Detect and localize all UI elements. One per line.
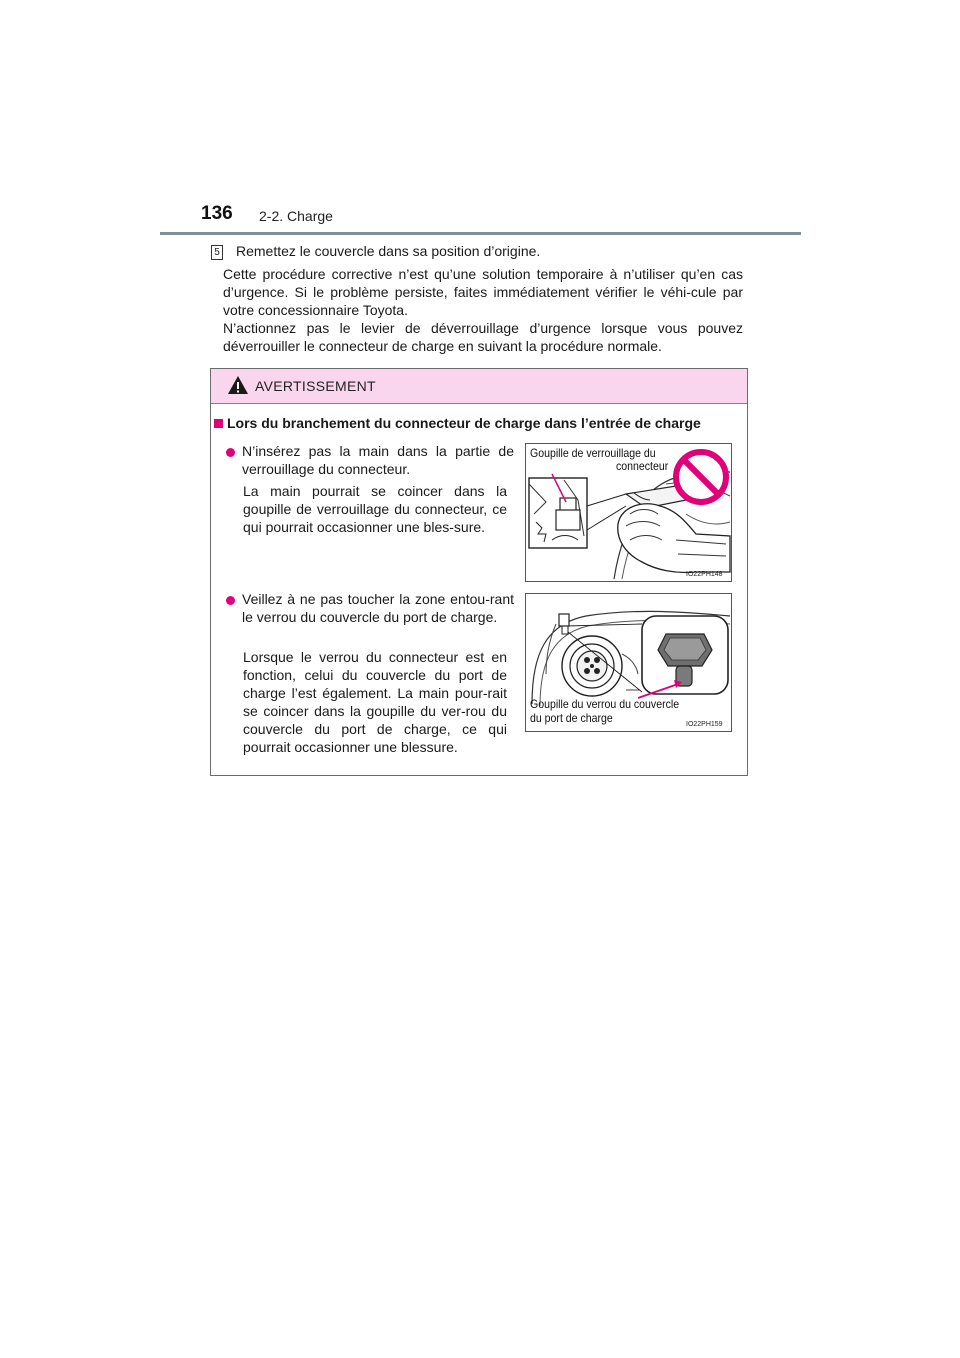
warning-item-1-text: N’insérez pas la main dans la partie de verrouillage du connecteur.: [242, 443, 514, 477]
warning-subheading: Lors du branchement du connecteur de charge dans l’entrée de charge: [227, 415, 701, 431]
figure-charge-port-lid-lock-pin: [525, 593, 732, 732]
square-bullet-icon: [214, 419, 223, 428]
warning-title: AVERTISSEMENT: [255, 378, 376, 394]
step-text: Remettez le couvercle dans sa position d’origine.: [236, 243, 541, 259]
figure-1-label-line2: connecteur: [616, 459, 669, 473]
section-title: 2-2. Charge: [259, 208, 333, 224]
figure-1-label-line1: Goupille de verrouillage du: [530, 446, 656, 460]
paragraph-temporary-solution: Cette procédure corrective n’est qu’une solution temporaire à n’utiliser qu’en cas d’urgence. Si le problème persiste, faites immédiatement vérifier le véhi-cule par votre concessionnaire Toyota.: [223, 266, 743, 318]
figure-2-code: IO22PH159: [686, 721, 723, 728]
figure-connector-lock-pin: [525, 443, 732, 582]
figure-1-code: IO22PH148: [686, 571, 723, 578]
warning-item-1-note: La main pourrait se coincer dans la goupille de verrouillage du connecteur, ce qui pourrait occasionner une bles-sure.: [243, 483, 507, 535]
step-number-badge: 5: [211, 245, 223, 260]
warning-item-2-text: Veillez à ne pas toucher la zone entou-rant le verrou du couvercle du port de charge.: [242, 591, 514, 625]
round-bullet-icon: [226, 448, 235, 457]
figure-2-label-line2: du port de charge: [530, 711, 613, 725]
round-bullet-icon: [226, 596, 235, 605]
warning-header: [211, 369, 747, 404]
page-number: 136: [201, 203, 233, 224]
warning-triangle-icon: [227, 375, 249, 395]
paragraph-normal-procedure: N’actionnez pas le levier de déverrouillage d’urgence lorsque vous pouvez déverrouiller le connecteur de charge en suivant la procédure normale.: [223, 320, 743, 354]
figure-2-label-line1: Goupille du verrou du couvercle: [530, 697, 680, 711]
header-divider: [160, 232, 801, 235]
warning-item-2-note: Lorsque le verrou du connecteur est en fonction, celui du couvercle du port de charge l’est également. La main pour-rait se coincer dans la goupille du ver-rou du couvercle du port de charge, ce qui pourrait occasionner une blessure.: [243, 649, 507, 755]
